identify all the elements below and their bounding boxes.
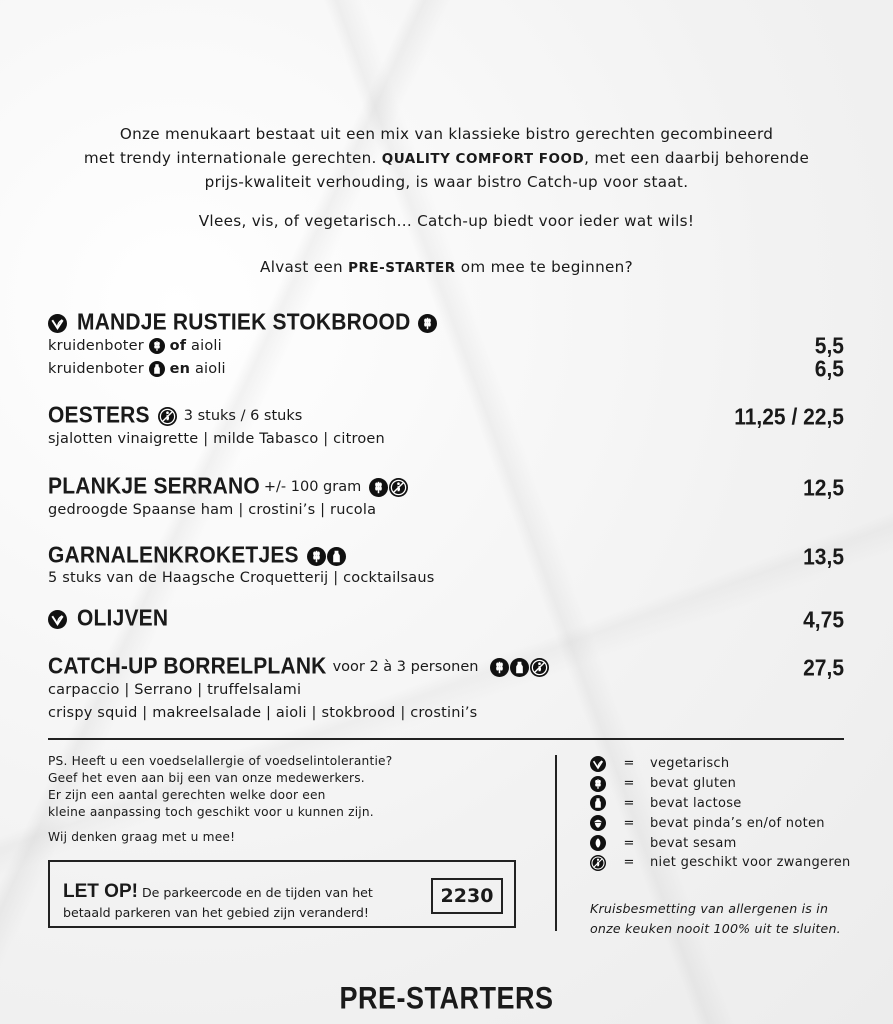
menu-item-borrelplank: [48, 655, 844, 725]
no-pregnant-icon: [389, 478, 408, 497]
nut-icon: [590, 815, 606, 831]
item-title: OLIJVEN: [77, 605, 169, 632]
let-op-label: LET OP!: [63, 881, 138, 902]
cross-contamination-note: Kruisbesmetting van allergenen is in onze keuken nooit 100% uit te sluiten.: [590, 901, 841, 936]
item-note: voor 2 à 3 personen: [332, 659, 479, 675]
leaf-icon: [590, 756, 606, 772]
no-pregnant-icon: [530, 658, 549, 677]
parking-notice-text: LET OP! De parkeercode en de tijden van het betaald parkeren van het gebied zijn veranderd!: [63, 881, 373, 920]
legend-row-sesam: = bevat sesam: [590, 833, 851, 853]
menu-item-olijven: [48, 605, 844, 634]
item-note: +/- 100 gram: [263, 479, 362, 495]
wheat-icon: [490, 658, 509, 677]
item-price: 11,25 / 22,5: [734, 404, 844, 431]
item-price: 27,5: [803, 655, 844, 682]
milk-icon: [327, 547, 346, 566]
item-title: PLANKJE SERRANO: [48, 473, 260, 500]
wheat-icon: [590, 776, 606, 792]
item-price-1: 5,5: [814, 333, 844, 360]
item-note: 3 stuks / 6 stuks: [183, 408, 303, 424]
item-title: OESTERS: [48, 402, 150, 429]
milk-icon: [510, 658, 529, 677]
item-title: MANDJE RUSTIEK STOKBROOD: [77, 309, 411, 336]
no-pregnant-icon: [158, 407, 177, 426]
item-title: CATCH-UP BORRELPLANK: [48, 653, 327, 680]
item-option-2: kruidenboter en aioli: [48, 361, 226, 377]
menu-item-garnalenkroketjes: [48, 544, 844, 588]
intro-line-2: met trendy internationale gerechten. QUALITY COMFORT FOOD, met een daarbij behorende: [83, 149, 810, 167]
legend-row-zwangeren: = niet geschikt voor zwangeren: [590, 853, 851, 873]
divider-horizontal: [48, 738, 844, 740]
quality-comfort-food: QUALITY COMFORT FOOD: [381, 151, 585, 167]
milk-icon: [590, 795, 606, 811]
item-description-2: crispy squid | makreelsalade | aioli | stokbrood | crostini’s: [48, 705, 478, 721]
legend-row-lactose: = bevat lactose: [590, 794, 851, 814]
parking-code: 2230: [431, 878, 503, 914]
wheat-icon: [149, 338, 165, 354]
intro-line-1: Onze menukaart bestaat uit een mix van klassieke bistro gerechten gecombineerd: [119, 125, 774, 143]
menu-item-oesters: [48, 404, 844, 451]
item-description: 5 stuks van de Haagsche Croquetterij | cocktailsaus: [48, 570, 435, 586]
intro-line-4: Vlees, vis, of vegetarisch... Catch-up biedt voor ieder wat wils!: [198, 212, 695, 230]
allergy-note: PS. Heeft u een voedselallergie of voedselintolerantie? Geef het even aan bij een van onze medewerkers. Er zijn een aantal gerechten welke door een kleine aanpassing toch geschikt voor u kunnen zijn. Wij denken graag met u mee!: [48, 754, 393, 844]
item-description-1: carpaccio | Serrano | truffelsalami: [48, 682, 302, 698]
intro-line-3: prijs-kwaliteit verhouding, is waar bistro Catch-up voor staat.: [204, 173, 689, 191]
menu-item-stokbrood: [48, 311, 844, 381]
intro-line-5: Alvast een PRE-STARTER om mee te beginnen?: [260, 258, 633, 276]
item-price: 13,5: [803, 544, 844, 571]
allergen-legend: [590, 754, 851, 873]
legend-row-noten: = bevat pinda’s en/of noten: [590, 813, 851, 833]
item-description: gedroogde Spaanse ham | crostini’s | rucola: [48, 502, 377, 518]
wheat-icon: [369, 478, 388, 497]
item-price-2: 6,5: [814, 356, 844, 383]
item-title: GARNALENKROKETJES: [48, 542, 299, 569]
pre-starter-emphasis: PRE-STARTER: [348, 260, 456, 276]
divider-vertical: [555, 755, 557, 931]
parking-notice: [48, 860, 516, 928]
item-price: 4,75: [803, 607, 844, 634]
item-description: sjalotten vinaigrette | milde Tabasco | citroen: [48, 431, 385, 447]
leaf-icon: [48, 314, 67, 333]
legend-row-gluten: = bevat gluten: [590, 774, 851, 794]
item-option-1: kruidenboter of aioli: [48, 338, 222, 354]
item-price: 12,5: [803, 475, 844, 502]
page-title: PRE-STARTERS: [339, 980, 554, 1016]
legend-row-vegetarisch: = vegetarisch: [590, 754, 851, 774]
wheat-icon: [418, 314, 437, 333]
wheat-icon: [307, 547, 326, 566]
sesame-icon: [590, 835, 606, 851]
leaf-icon: [48, 610, 67, 629]
milk-icon: [149, 361, 165, 377]
no-pregnant-icon: [590, 855, 606, 871]
menu-item-serrano: [48, 475, 844, 522]
